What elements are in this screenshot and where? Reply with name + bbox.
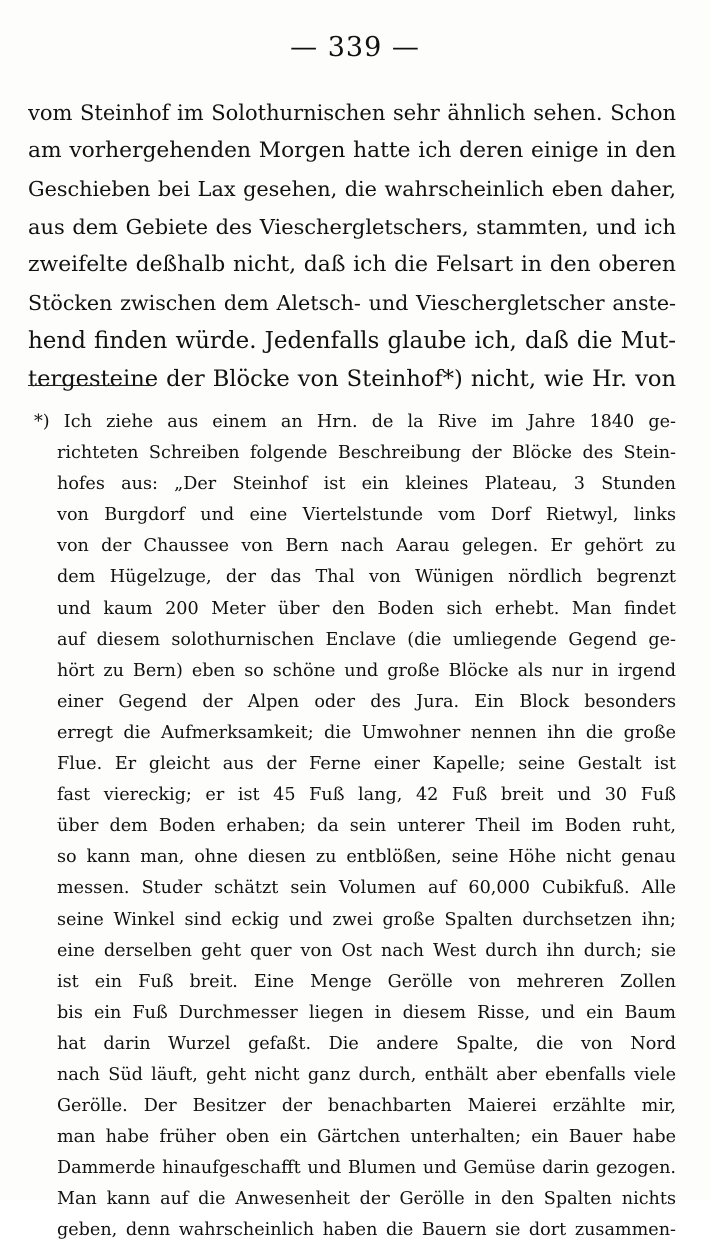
footnote-line: Man kann auf die Anwesenheit der Gerölle in den Spalten nichts bbox=[57, 1189, 676, 1210]
main-text-line: hend finden würde. Jedenfalls glaube ich, daß die Mut- bbox=[28, 328, 676, 354]
main-text-line: aus dem Gebiete des Vieschergletschers, stammten, und ich bbox=[28, 215, 676, 239]
footnote-line: fast viereckig; er ist 45 Fuß lang, 42 Fuß breit und 30 Fuß bbox=[57, 785, 676, 806]
footnote-line: so kann man, ohne diesen zu entblößen, seine Höhe nicht genau bbox=[57, 847, 676, 868]
main-text-line: Stöcken zwischen dem Aletsch- und Vieschergletscher anste- bbox=[28, 291, 676, 315]
main-text-line: am vorhergehenden Morgen hatte ich deren einige in den bbox=[28, 138, 676, 163]
main-text-line: tergesteine der Blöcke von Steinhof*) nicht, wie Hr. von bbox=[28, 366, 676, 392]
footnote-line: Gerölle. Der Besitzer der benachbarten Maierei erzählte mir, bbox=[57, 1096, 676, 1117]
footnote-line: Dammerde hinaufgeschafft und Blumen und Gemüse darin gezogen. bbox=[57, 1158, 676, 1179]
footnote-line: hat darin Wurzel gefaßt. Die andere Spalte, die von Nord bbox=[57, 1033, 676, 1054]
footnote-line: messen. Studer schätzt sein Volumen auf 60,000 Cubikfuß. Alle bbox=[57, 878, 676, 899]
footnote-line: eine derselben geht quer von Ost nach West durch ihn durch; sie bbox=[57, 940, 676, 961]
footnote-line: seine Winkel sind eckig und zwei große Spalten durchsetzen ihn; bbox=[57, 909, 676, 930]
main-text bbox=[28, 94, 676, 398]
footnote-line: über dem Boden erhaben; da sein unterer Theil im Boden ruht, bbox=[57, 816, 676, 837]
footnote bbox=[28, 407, 676, 1247]
footnote-line: man habe früher oben ein Gärtchen unterhalten; ein Bauer habe bbox=[57, 1127, 676, 1148]
footnote-line: von der Chaussee von Bern nach Aarau gelegen. Er gehört zu bbox=[57, 536, 676, 557]
footnote-line: geben, denn wahrscheinlich haben die Bauern sie dort zusammen- bbox=[57, 1220, 676, 1241]
footnote-line: von Burgdorf und eine Viertelstunde vom Dorf Rietwyl, links bbox=[57, 505, 676, 526]
footnote-line: und kaum 200 Meter über den Boden sich erhebt. Man findet bbox=[57, 598, 676, 619]
main-text-line: Geschieben bei Lax gesehen, die wahrscheinlich eben daher, bbox=[28, 177, 676, 201]
main-text-line: vom Steinhof im Solothurnischen sehr ähnlich sehen. Schon bbox=[28, 101, 676, 125]
footnote-line: Flue. Er gleicht aus der Ferne einer Kapelle; seine Gestalt ist bbox=[57, 754, 676, 775]
footnote-line: richteten Schreiben folgende Beschreibung der Blöcke des Stein- bbox=[57, 443, 676, 464]
footnote-line: ist ein Fuß breit. Eine Menge Gerölle von mehreren Zollen bbox=[57, 971, 676, 992]
footnote-line: hofes aus: „Der Steinhof ist ein kleines Plateau, 3 Stunden bbox=[57, 474, 676, 495]
footnote-line: nach Süd läuft, geht nicht ganz durch, enthält aber ebenfalls viele bbox=[57, 1064, 676, 1085]
footnote-line: bis ein Fuß Durchmesser liegen in diesem Risse, und ein Baum bbox=[57, 1002, 676, 1023]
footnote-line: erregt die Aufmerksamkeit; die Umwohner nennen ihn die große bbox=[57, 722, 676, 743]
main-text-line: zweifelte deßhalb nicht, daß ich die Felsart in den oberen bbox=[28, 252, 676, 277]
footnote-line: *) Ich ziehe aus einem an Hrn. de la Rive im Jahre 1840 ge- bbox=[34, 412, 676, 432]
footnote-line: auf diesem solothurnischen Enclave (die umliegende Gegend ge- bbox=[57, 629, 676, 650]
footnote-line: dem Hügelzuge, der das Thal von Wünigen nördlich begrenzt bbox=[57, 567, 676, 588]
page-number: — 339 — bbox=[290, 32, 420, 63]
footnote-line: hört zu Bern) eben so schöne und große Blöcke als nur in irgend bbox=[57, 660, 676, 681]
footnote-separator bbox=[28, 385, 150, 386]
footnote-line: einer Gegend der Alpen oder des Jura. Ein Block besonders bbox=[57, 691, 676, 712]
